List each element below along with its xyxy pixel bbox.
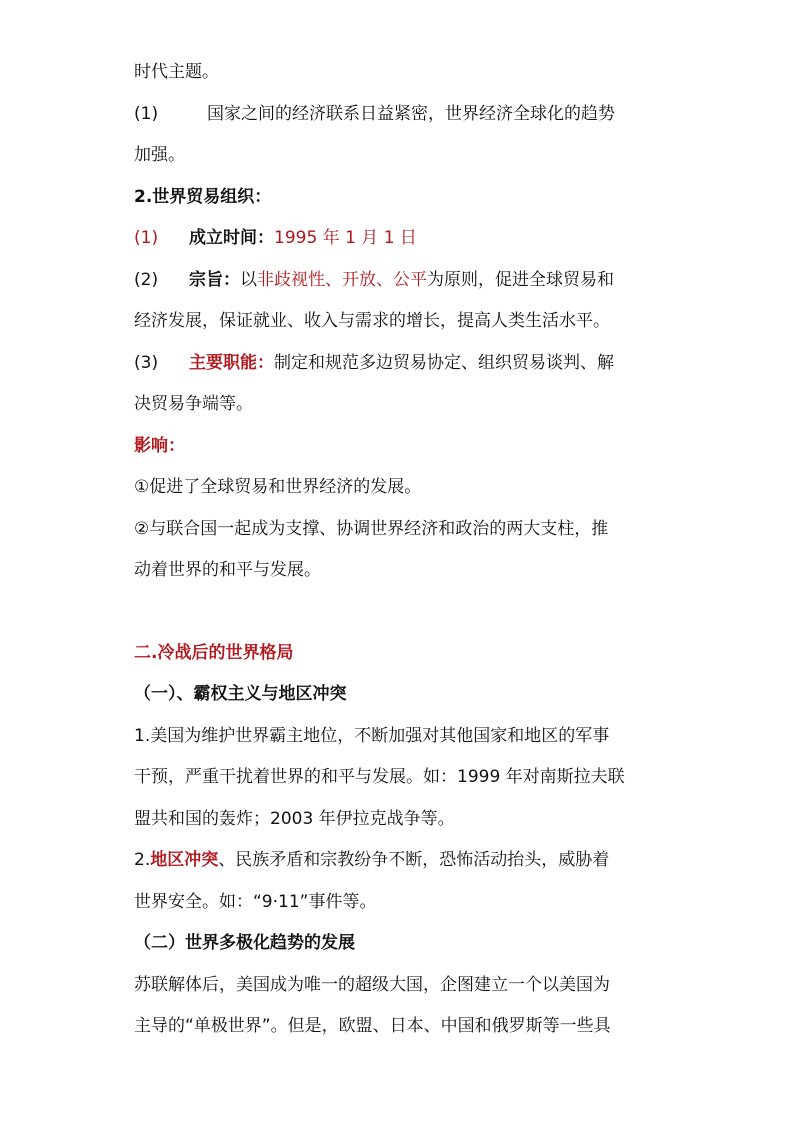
text-line [134, 558, 664, 641]
item-label: 宗旨： [189, 269, 240, 290]
wto-heading [134, 185, 664, 227]
text-line [134, 475, 664, 517]
text-line [134, 973, 664, 1015]
text-segment: 2. [134, 850, 151, 870]
list-item [134, 102, 664, 144]
text-segment: 世界安全。如：“9·11”事件等。 [134, 891, 377, 912]
text-segment: ②与联合国一起成为支撑、协调世界经济和政治的两大支柱，推 [134, 518, 609, 539]
text-line [134, 517, 664, 559]
text-line [134, 807, 664, 849]
list-item [134, 268, 664, 310]
text-line [134, 765, 664, 807]
text-line [134, 848, 664, 890]
document-page [134, 60, 664, 1056]
heading-text: 二.冷战后的世界格局 [134, 642, 294, 663]
separator: 、 [376, 269, 393, 290]
text-segment: 以 [240, 269, 257, 290]
list-item [134, 226, 664, 268]
text-line [134, 143, 664, 185]
text-line [134, 724, 664, 766]
impact-heading [134, 434, 664, 476]
text-segment: 时代主题。 [134, 62, 219, 82]
item-label: 成立时间： [189, 228, 274, 248]
heading-text: （一）、霸权主义与地区冲突 [134, 684, 347, 704]
list-item [134, 351, 664, 393]
subsection-heading [134, 682, 664, 724]
subsection-heading [134, 931, 664, 973]
text-segment: 为原则，促进全球贸易和 [427, 269, 614, 290]
text-segment: 苏联解体后，美国成为唯一的超级大国，企图建立一个以美国为 [134, 974, 610, 995]
highlight-text: 非歧视性 [257, 269, 325, 290]
heading-text: 影响： [134, 435, 185, 456]
text-line [134, 60, 664, 102]
text-segment: 盟共和国的轰炸；2003 年伊拉克战争等。 [134, 808, 455, 829]
separator: 、 [325, 269, 342, 290]
item-text: 制定和规范多边贸易协定、组织贸易谈判、解 [274, 352, 614, 373]
item-number: (2) [134, 269, 159, 290]
highlight-text: 公平 [393, 269, 427, 290]
heading-text: 2.世界贸易组织： [134, 186, 272, 207]
text-line [134, 1014, 664, 1056]
text-line [134, 392, 664, 434]
item-number: (1) [134, 103, 159, 124]
text-segment: 决贸易争端等。 [134, 394, 253, 414]
item-number: (1) [134, 228, 159, 248]
highlight-text: 地区冲突 [150, 850, 219, 870]
text-segment: 1.美国为维护世界霸主地位，不断加强对其他国家和地区的军事 [134, 725, 610, 746]
item-value: 1995 年 1 月 1 日 [274, 228, 417, 248]
text-line [134, 309, 664, 351]
text-segment: 、民族矛盾和宗教纷争不断，恐怖活动抬头，威胁着 [218, 850, 610, 870]
text-line [134, 890, 664, 932]
text-segment: ①促进了全球贸易和世界经济的发展。 [134, 477, 422, 497]
text-segment: 动着世界的和平与发展。 [134, 560, 321, 580]
section-heading [134, 641, 664, 683]
item-text: 国家之间的经济联系日益紧密，世界经济全球化的趋势 [207, 103, 615, 124]
text-segment: 加强。 [134, 145, 185, 165]
text-segment: 主导的“单极世界”。但是，欧盟、日本、中国和俄罗斯等一些具 [134, 1016, 611, 1036]
item-number: (3) [134, 352, 159, 373]
highlight-text: 开放 [342, 269, 376, 290]
text-segment: 干预，严重干扰着世界的和平与发展。如：1999 年对南斯拉夫联 [134, 767, 625, 787]
text-segment: 经济发展，保证就业、收入与需求的增长，提高人类生活水平。 [134, 311, 610, 331]
heading-text: （二）世界多极化趋势的发展 [134, 933, 355, 953]
item-label: 主要职能： [189, 352, 274, 373]
